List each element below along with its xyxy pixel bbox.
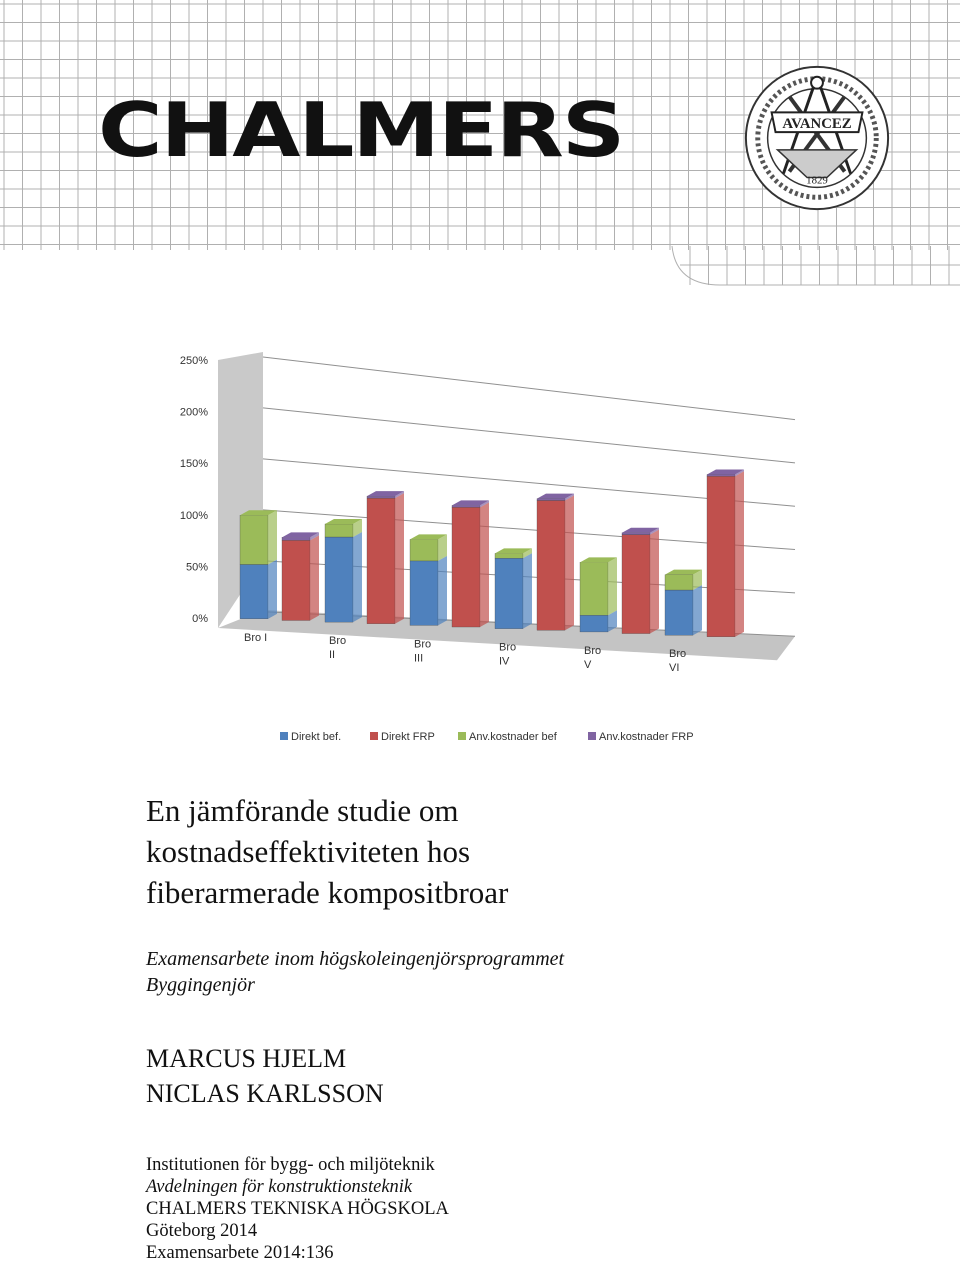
division-name: Avdelningen för konstruktionsteknik [146,1177,413,1197]
seal-year-text: 1829 [806,174,828,187]
chart-bar-side [565,495,574,630]
chart-bar-segment [282,537,310,540]
author-name: NICLAS KARLSSON [146,1079,384,1108]
chart-x-tick-label: IV [499,655,510,668]
chart-bar-side [310,535,319,620]
chart-bar-segment [410,539,438,560]
legend-swatch [588,732,596,740]
chart-bar-segment [410,561,438,625]
chart-bar-segment [240,515,268,564]
chart-bar-segment [325,524,353,537]
chart-x-tick-label: Bro [414,638,432,651]
chart-bar-side [268,510,277,564]
place-year: Göteborg 2014 [146,1221,258,1241]
cover-chart [160,340,810,760]
subtitle-line: Examensarbete inom högskoleingenjörsprogrammet [146,948,565,970]
chart-x-tick-label: Bro [669,648,687,661]
chart-bar-side [480,502,489,627]
subtitle-line: Byggingenjör [146,974,255,996]
chart-bar-side [353,532,362,622]
seal-ribbon-text: AVANCEZ [782,116,852,133]
chart-y-tick-label: 100% [179,509,208,522]
chart-bar-segment [495,558,523,628]
department-name: Institutionen för bygg- och miljöteknik [146,1155,435,1175]
legend-swatch [458,732,466,740]
chart-y-tick-label: 0% [192,613,208,625]
chart-bar-segment [282,540,310,620]
chart-x-tick-label: Bro [499,641,517,654]
legend-swatch [280,732,288,740]
chart-bar-side [608,557,617,615]
chart-y-tick-label: 150% [179,458,208,471]
report-subtitle [146,946,564,998]
chart-bar-segment [240,564,268,618]
university-name: CHALMERS TEKNISKA HÖGSKOLA [146,1199,449,1219]
chart-bar-segment [367,496,395,498]
legend-label: Direkt FRP [381,731,435,743]
chart-bar-side [523,553,532,628]
chart-x-tick-label: Bro I [244,631,268,644]
chart-bar-segment [537,500,565,630]
chart-bar-segment [452,507,480,627]
chart-x-tick-label: III [414,652,424,665]
institution-footer [146,1154,449,1264]
chart-bar-side [268,559,277,618]
chart-legend [280,731,694,743]
chart-bar-segment [622,533,650,535]
chart-bar-segment [537,499,565,501]
legend-label: Direkt bef. [291,731,342,743]
chart-bar-segment [452,505,480,507]
chart-x-tick-label: Bro [329,635,347,648]
chart-bar-segment [707,475,735,477]
chart-y-tick-label: 250% [179,355,208,367]
chart-x-tick-label: V [584,658,592,671]
chart-bar-side [395,493,404,624]
chart-bar-side [438,556,447,625]
chart-bar-segment [707,476,735,637]
chart-y-tick-labels [180,355,208,625]
chart-x-tick-label: Bro [584,644,602,657]
chart-bar-side [650,530,659,634]
chart-x-tick-label: II [329,649,336,662]
legend-swatch [370,732,378,740]
report-title [146,790,926,913]
chart-bar-segment [495,553,523,558]
chart-y-tick-label: 50% [185,561,208,574]
chalmers-seal-logo [738,62,896,214]
chart-bar-side [735,471,744,637]
report-number: Examensarbete 2014:136 [146,1243,334,1263]
authors [146,1041,384,1111]
author-name: MARCUS HJELM [146,1044,347,1073]
title-line: fiberarmerade kompositbroar [146,875,509,910]
chart-bar-segment [665,575,693,590]
legend-label: Anv.kostnader FRP [599,731,694,743]
chart-bar-segment [665,590,693,635]
chalmers-wordmark: CHALMERS [98,86,624,174]
chart-bar-side [693,585,702,635]
chart-bar-segment [325,537,353,622]
chart-bar-segment [367,498,395,624]
title-line: En jämförande studie om [146,793,459,828]
chart-bar-segment [622,535,650,634]
title-line: kostnadseffektiviteten hos [146,834,471,869]
chart-bar-segment [580,615,608,632]
chart-bar-segment [580,562,608,615]
chart-y-tick-label: 200% [179,406,208,419]
legend-label: Anv.kostnader bef [469,731,557,743]
chart-x-tick-label: VI [669,662,680,675]
